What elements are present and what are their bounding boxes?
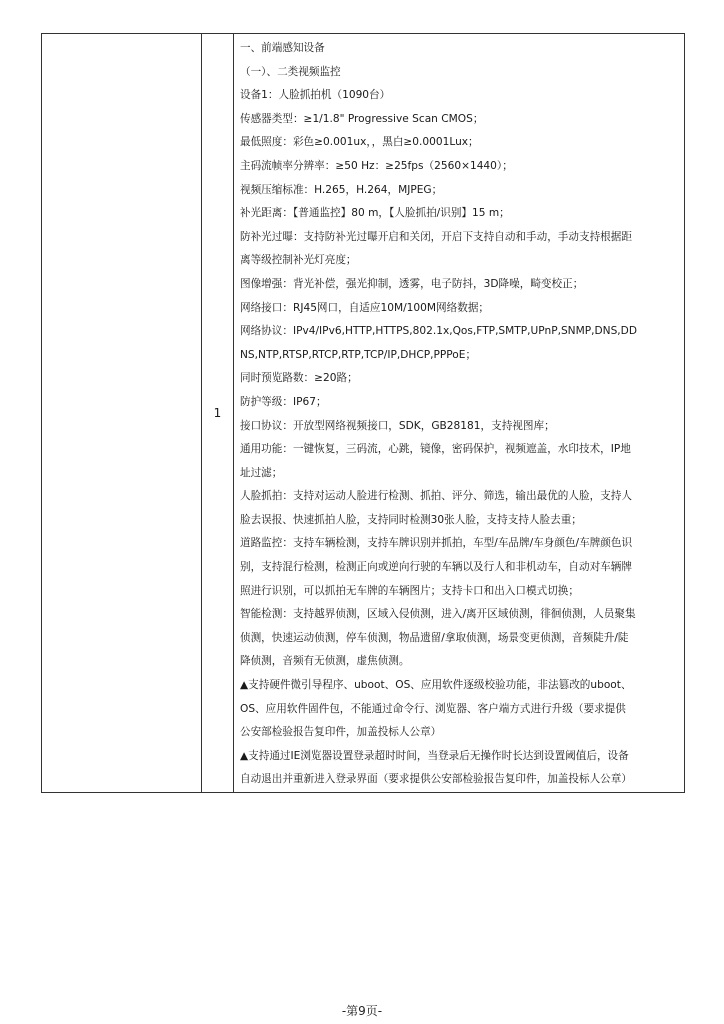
- spec-line: 脸去误报、快速抓拍人脸，支持同时检测30张人脸，支持支持人脸去重；: [240, 513, 582, 526]
- spec-line: 网络接口：RJ45网口，自适应10M/100M网络数据；: [240, 301, 490, 314]
- spec-line: 补光距离：【普通监控】80 m，【人脸抓拍/识别】15 m；: [240, 207, 510, 220]
- table-row: [42, 34, 685, 793]
- spec-line: 自动退出并重新进入登录界面（要求提供公安部检验报告复印件，加盖投标人公章）: [240, 773, 632, 786]
- empty-cell: [42, 34, 202, 793]
- spec-lines: [234, 34, 684, 792]
- spec-line: （一）、二类视频监控: [240, 65, 341, 78]
- spec-line: 降侦测，音频有无侦测，虚焦侦测。: [240, 655, 410, 668]
- row-number: 1: [213, 406, 222, 420]
- spec-line: ▲支持硬件微引导程序、uboot、OS、应用软件逐级校验功能，非法篡改的uboot、: [240, 679, 632, 692]
- spec-line: 通用功能：一键恢复，三码流，心跳，镜像，密码保护，视频遮盖，水印技术，IP地: [240, 443, 631, 456]
- spec-line: 侦测，快速运动侦测，停车侦测，物品遗留/拿取侦测，场景变更侦测，音频陡升/陡: [240, 631, 629, 644]
- spec-table: [41, 33, 685, 793]
- spec-line: 设备1：人脸抓拍机（1090台）: [240, 89, 391, 102]
- spec-line: 公安部检验报告复印件，加盖投标人公章）: [240, 726, 442, 739]
- spec-line: 址过滤；: [240, 466, 283, 479]
- spec-line: 视频压缩标准：H.265，H.264，MJPEG；: [240, 183, 443, 196]
- spec-line: 离等级控制补光灯亮度；: [240, 254, 357, 267]
- spec-line: 防护等级：IP67；: [240, 395, 327, 408]
- spec-line: 同时预览路数：≥20路；: [240, 372, 358, 385]
- spec-line: 网络协议：IPv4/IPv6,HTTP,HTTPS,802.1x,Qos,FTP,SMTP,UPnP,SNMP,DNS,DD: [240, 325, 637, 338]
- spec-line: 接口协议：开放型网络视频接口，SDK，GB28181，支持视图库；: [240, 419, 555, 432]
- spec-line: 一、前端感知设备: [240, 42, 325, 54]
- spec-line: 传感器类型：≥1/1.8" Progressive Scan CMOS；: [240, 112, 484, 125]
- spec-line: OS、应用软件固件包，不能通过命令行、浏览器、客户端方式进行升级（要求提供: [240, 702, 626, 715]
- spec-line: 智能检测：支持越界侦测，区域入侵侦测，进入/离开区域侦测，徘徊侦测，人员聚集: [240, 608, 636, 621]
- row-number-cell: [202, 34, 234, 793]
- spec-line: 图像增强：背光补偿，强光抑制，透雾，电子防抖，3D降噪，畸变校正；: [240, 277, 584, 290]
- page-footer: -第9页-: [341, 1004, 383, 1018]
- spec-line: 别，支持混行检测，检测正向或逆向行驶的车辆以及行人和非机动车，自动对车辆牌: [240, 561, 632, 574]
- spec-line: 主码流帧率分辨率：≥50 Hz：≥25fps（2560×1440）；: [240, 159, 513, 172]
- spec-line: 最低照度：彩色≥0.001ux，，黑白≥0.0001Lux；: [240, 136, 479, 149]
- spec-line: NS,NTP,RTSP,RTCP,RTP,TCP/IP,DHCP,PPPoE；: [240, 348, 477, 361]
- spec-line: ▲支持通过IE浏览器设置登录超时时间，当登录后无操作时长达到设置阈值后，设备: [240, 749, 629, 762]
- spec-line: 人脸抓拍：支持对运动人脸进行检测、抓拍、评分、筛选，输出最优的人脸，支持人: [240, 490, 632, 503]
- spec-line: 道路监控：支持车辆检测，支持车牌识别并抓拍，车型/车品牌/车身颜色/车牌颜色识: [240, 537, 633, 550]
- spec-line: 防补光过曝：支持防补光过曝开启和关闭，开启下支持自动和手动，手动支持根据距: [240, 230, 632, 243]
- spec-content-cell: [234, 34, 685, 793]
- spec-line: 照进行识别，可以抓拍无车牌的车辆图片；支持卡口和出入口模式切换；: [240, 584, 579, 597]
